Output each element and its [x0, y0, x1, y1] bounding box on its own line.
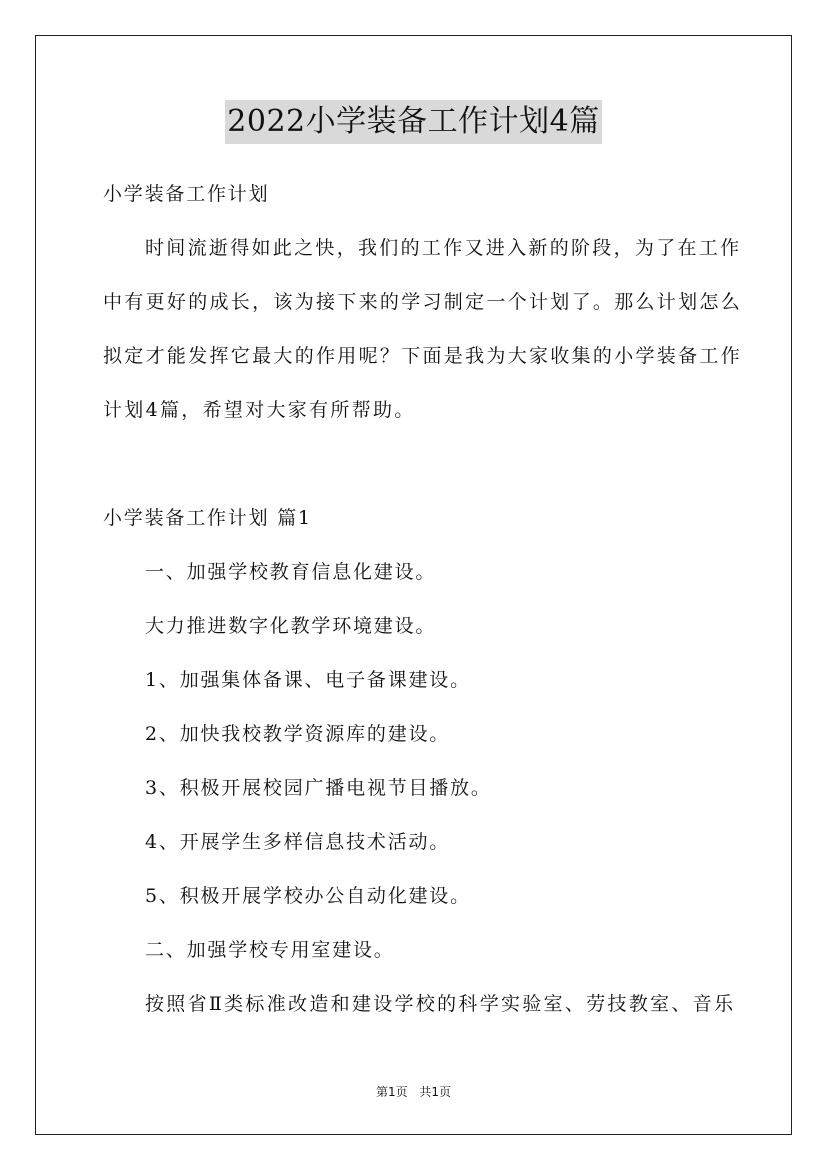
page-number: 第1页	[375, 1085, 408, 1099]
section-heading: 小学装备工作计划 篇1	[103, 507, 312, 529]
intro-paragraph-line-2: 中有更好的成长，该为接下来的学习制定一个计划了。那么计划怎么	[103, 291, 743, 313]
list-item: 2、加快我校教学资源库的建设。	[145, 723, 451, 745]
intro-paragraph-line-3: 拟定才能发挥它最大的作用呢？下面是我为大家收集的小学装备工作	[103, 345, 743, 367]
list-item: 5、积极开展学校办公自动化建设。	[145, 885, 471, 907]
list-item: 大力推进数字化教学环境建设。	[145, 615, 437, 637]
intro-paragraph-line-4: 计划4篇，希望对大家有所帮助。	[103, 399, 416, 421]
paragraph-line: 按照省Ⅱ类标准改造和建设学校的科学实验室、劳技教室、音乐	[145, 993, 736, 1015]
intro-heading: 小学装备工作计划	[103, 183, 270, 205]
list-item: 3、积极开展校园广播电视节目播放。	[145, 777, 492, 799]
list-item: 1、加强集体备课、电子备课建设。	[145, 669, 471, 691]
intro-paragraph-line-1: 时间流逝得如此之快，我们的工作又进入新的阶段，为了在工作	[145, 237, 742, 259]
list-item: 二、加强学校专用室建设。	[145, 939, 395, 961]
document-title-text: 2022小学装备工作计划4篇	[225, 100, 601, 144]
page-footer	[0, 1084, 827, 1100]
page-total: 共1页	[419, 1085, 452, 1099]
list-item: 一、加强学校教育信息化建设。	[145, 561, 437, 583]
document-title	[0, 100, 827, 144]
list-item: 4、开展学生多样信息技术活动。	[145, 831, 451, 853]
